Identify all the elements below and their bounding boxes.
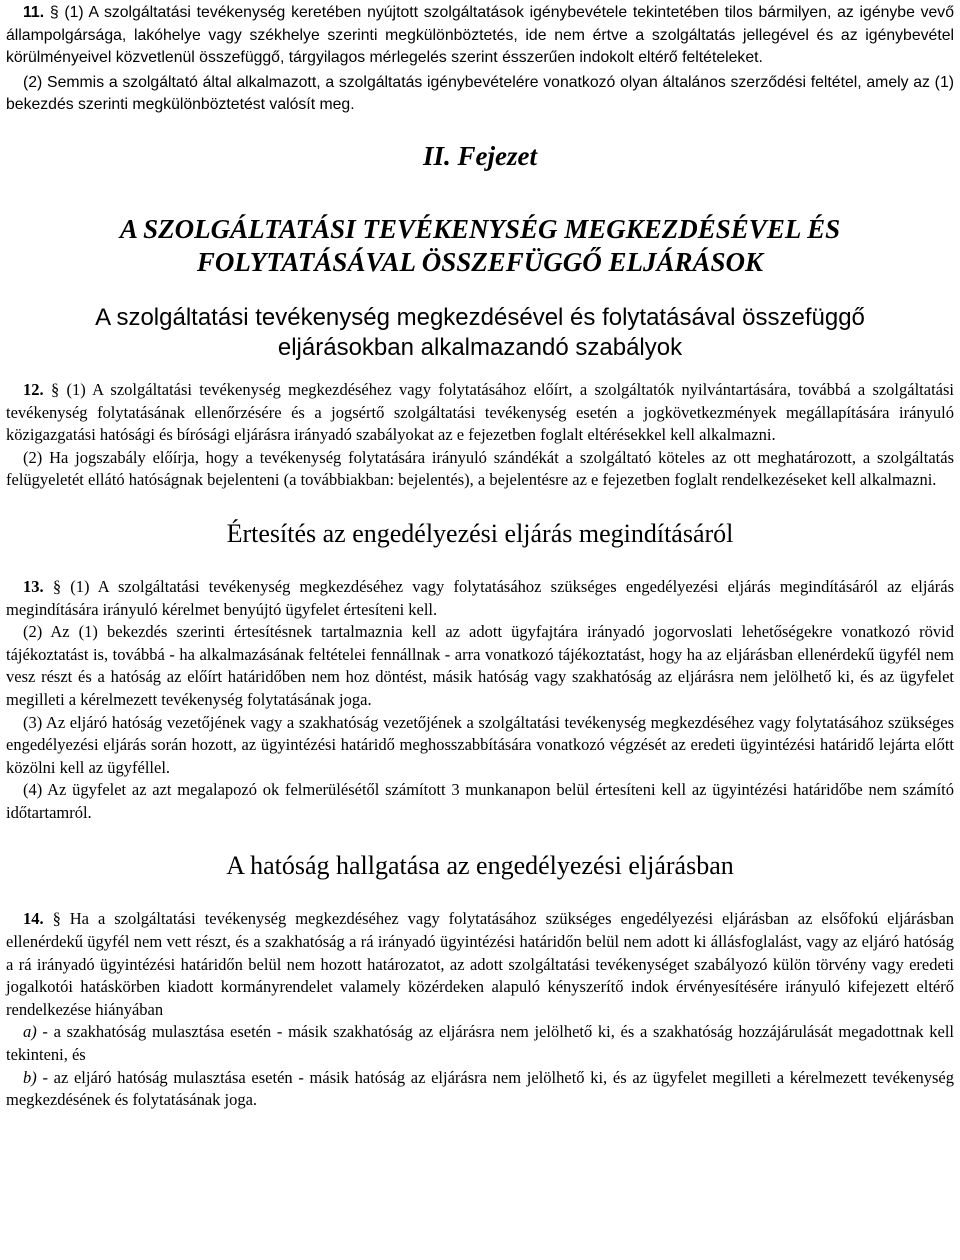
item-text: - az eljáró hatóság mulasztása esetén - másik hatóság az eljárásra nem jelölhető ki, és az ügyfelet megilleti a kérelmezett tevékenység megkezdésének és folytatásának joga. <box>6 1067 954 1110</box>
section-12-paragraph-2 <box>6 447 954 492</box>
paragraph-text: (2) Ha jogszabály előírja, hogy a tevékenység folytatására irányuló szándékát a szolgáltató köteles az ott meghatározott, a szolgáltatás felügyeletét ellátó hatóságnak bejelenteni (a továbbiakban: bejelentés), a bejelentésre az e fejezetben foglalt rendelkezéseket kell alkalmazni. <box>6 447 954 490</box>
paragraph-text: § (1) A szolgáltatási tevékenység megkezdéséhez vagy folytatásához előírt, a szolgáltatók nyilvántartására, továbbá a szolgáltatási tevékenység folytatásának ellenőrzésére és a jogsértő szolgáltatási tevékenység esetén a jogkövetkezmények megállapítására irányuló közigazgatási hatósági és bírósági eljárásra irányadó szabályokat az e fejezetben foglalt eltérésekkel kell alkalmazni. <box>6 379 954 445</box>
paragraph-text: (4) Az ügyfelet az azt megalapozó ok felmerülésétől számított 3 munkanapon belül értesíteni kell az ügyintézési határidőbe nem számító időtartamról. <box>6 780 954 822</box>
section-13-paragraph-4 <box>6 779 954 824</box>
section-number: 11. <box>23 4 45 21</box>
item-letter: a) <box>23 1022 37 1042</box>
document-page <box>6 0 954 1112</box>
section-13-paragraph-3 <box>6 712 954 780</box>
section-14-item-b <box>6 1067 954 1112</box>
paragraph-text: (2) Semmis a szolgáltató által alkalmazott, a szolgáltatás igénybevételére vonatkozó olyan általános szerződési feltétel, amely az (1) bekezdés szerinti megkülönböztetést valósít meg. <box>6 73 954 114</box>
section-11-paragraph-1 <box>6 2 954 70</box>
section-number: 12. <box>23 379 44 399</box>
chapter-subtitle: A szolgáltatási tevékenység megkezdésével és folytatásával összefüggő eljárásokban alkalmazandó szabályok <box>95 303 865 361</box>
paragraph-text: § (1) A szolgáltatási tevékenység keretében nyújtott szolgáltatások igénybevétele tekintetében tilos bármilyen, az igénybe vevő állampolgársága, lakóhelye vagy székhelye szerinti megkülönböztetés, ide nem értve a szolgáltatás jellegével és az igénybevétel körülményeivel közvetlenül összefüggő, tárgyilagos mérlegelés szerint ésszerűen indokolt eltérő feltételeket. <box>6 4 954 67</box>
paragraph-text: § (1) A szolgáltatási tevékenység megkezdéséhez vagy folytatásához szükséges engedélyezési eljárás megindításáról az eljárás megindítására irányuló kérelmet benyújtó ügyfelet értesíteni kell. <box>6 576 954 619</box>
chapter-title: A SZOLGÁLTATÁSI TEVÉKENYSÉG MEGKEZDÉSÉVEL ÉS FOLYTATÁSÁVAL ÖSSZEFÜGGŐ ELJÁRÁSOK <box>119 213 841 277</box>
section-14-item-a <box>6 1021 954 1066</box>
paragraph-text: (3) Az eljáró hatóság vezetőjének vagy a szakhatóság vezetőjének a szolgáltatási tevékenység megkezdéséhez vagy folytatásához szükséges engedélyezési eljárás során hozott, az ügyintézési határidő meghosszabbítására vonatkozó végzését az eredeti ügyintézési határidő lejárta előtt közölni kell az ügyféllel. <box>6 712 954 777</box>
chapter-label: II. Fejezet <box>423 140 537 171</box>
section-number: 13. <box>23 576 44 596</box>
item-letter: b) <box>23 1067 37 1087</box>
paragraph-text: § Ha a szolgáltatási tevékenység megkezdéséhez vagy folytatásához szükséges engedélyezési eljárásban az elsőfokú eljárásban ellenérdekű ügyfél nem vett részt, és a szakhatóság a rá irányadó ügyintézési határidőn belül nem adott ki állásfoglalást, vagy az eljáró hatóság a rá irányadó ügyintézési határidőn belül nem hozott határozatot, az adott szolgáltatási tevékenységet szabályozó külön törvény vagy eredeti jogalkotói hatáskörben kiadott kormányrendelet valamely közérdeken alapuló kényszerítő indok érvényesítésére irányuló kifejezett eltérő rendelkezése hiányában <box>6 909 955 1019</box>
section-number: 14. <box>23 909 44 929</box>
section-14-paragraph-1 <box>6 908 954 1021</box>
section-13-heading: Értesítés az engedélyezési eljárás megindításáról <box>226 518 734 548</box>
section-13-paragraph-1 <box>6 576 954 621</box>
item-text: - a szakhatóság mulasztása esetén - másik szakhatóság az eljárásra nem jelölhető ki, és a szakhatóság hozzájárulását megadottnak kell tekinteni, és <box>6 1022 954 1065</box>
section-14-heading: A hatóság hallgatása az engedélyezési eljárásban <box>226 851 734 881</box>
paragraph-text: (2) Az (1) bekezdés szerinti értesítésnek tartalmaznia kell az adott ügyfajtára irányadó jogorvoslati lehetőségekre vonatkozó rövid tájékoztatást is, továbbá - ha alkalmazásának feltételei fennállnak - arra vonatkozó tájékoztatást, hogy ha az eljárásban ellenérdekű ügyfél nem vesz részt és a hatóság az előírt határidőben nem hoz döntést, másik hatóság vagy szakhatóság az eljárásra nem jelölhető ki, és az ügyfelet megilleti a kérelmezett tevékenység folytatásának joga. <box>6 622 954 709</box>
section-12-paragraph-1 <box>6 379 954 447</box>
section-11-paragraph-2 <box>6 72 954 117</box>
section-13-paragraph-2 <box>6 621 954 711</box>
